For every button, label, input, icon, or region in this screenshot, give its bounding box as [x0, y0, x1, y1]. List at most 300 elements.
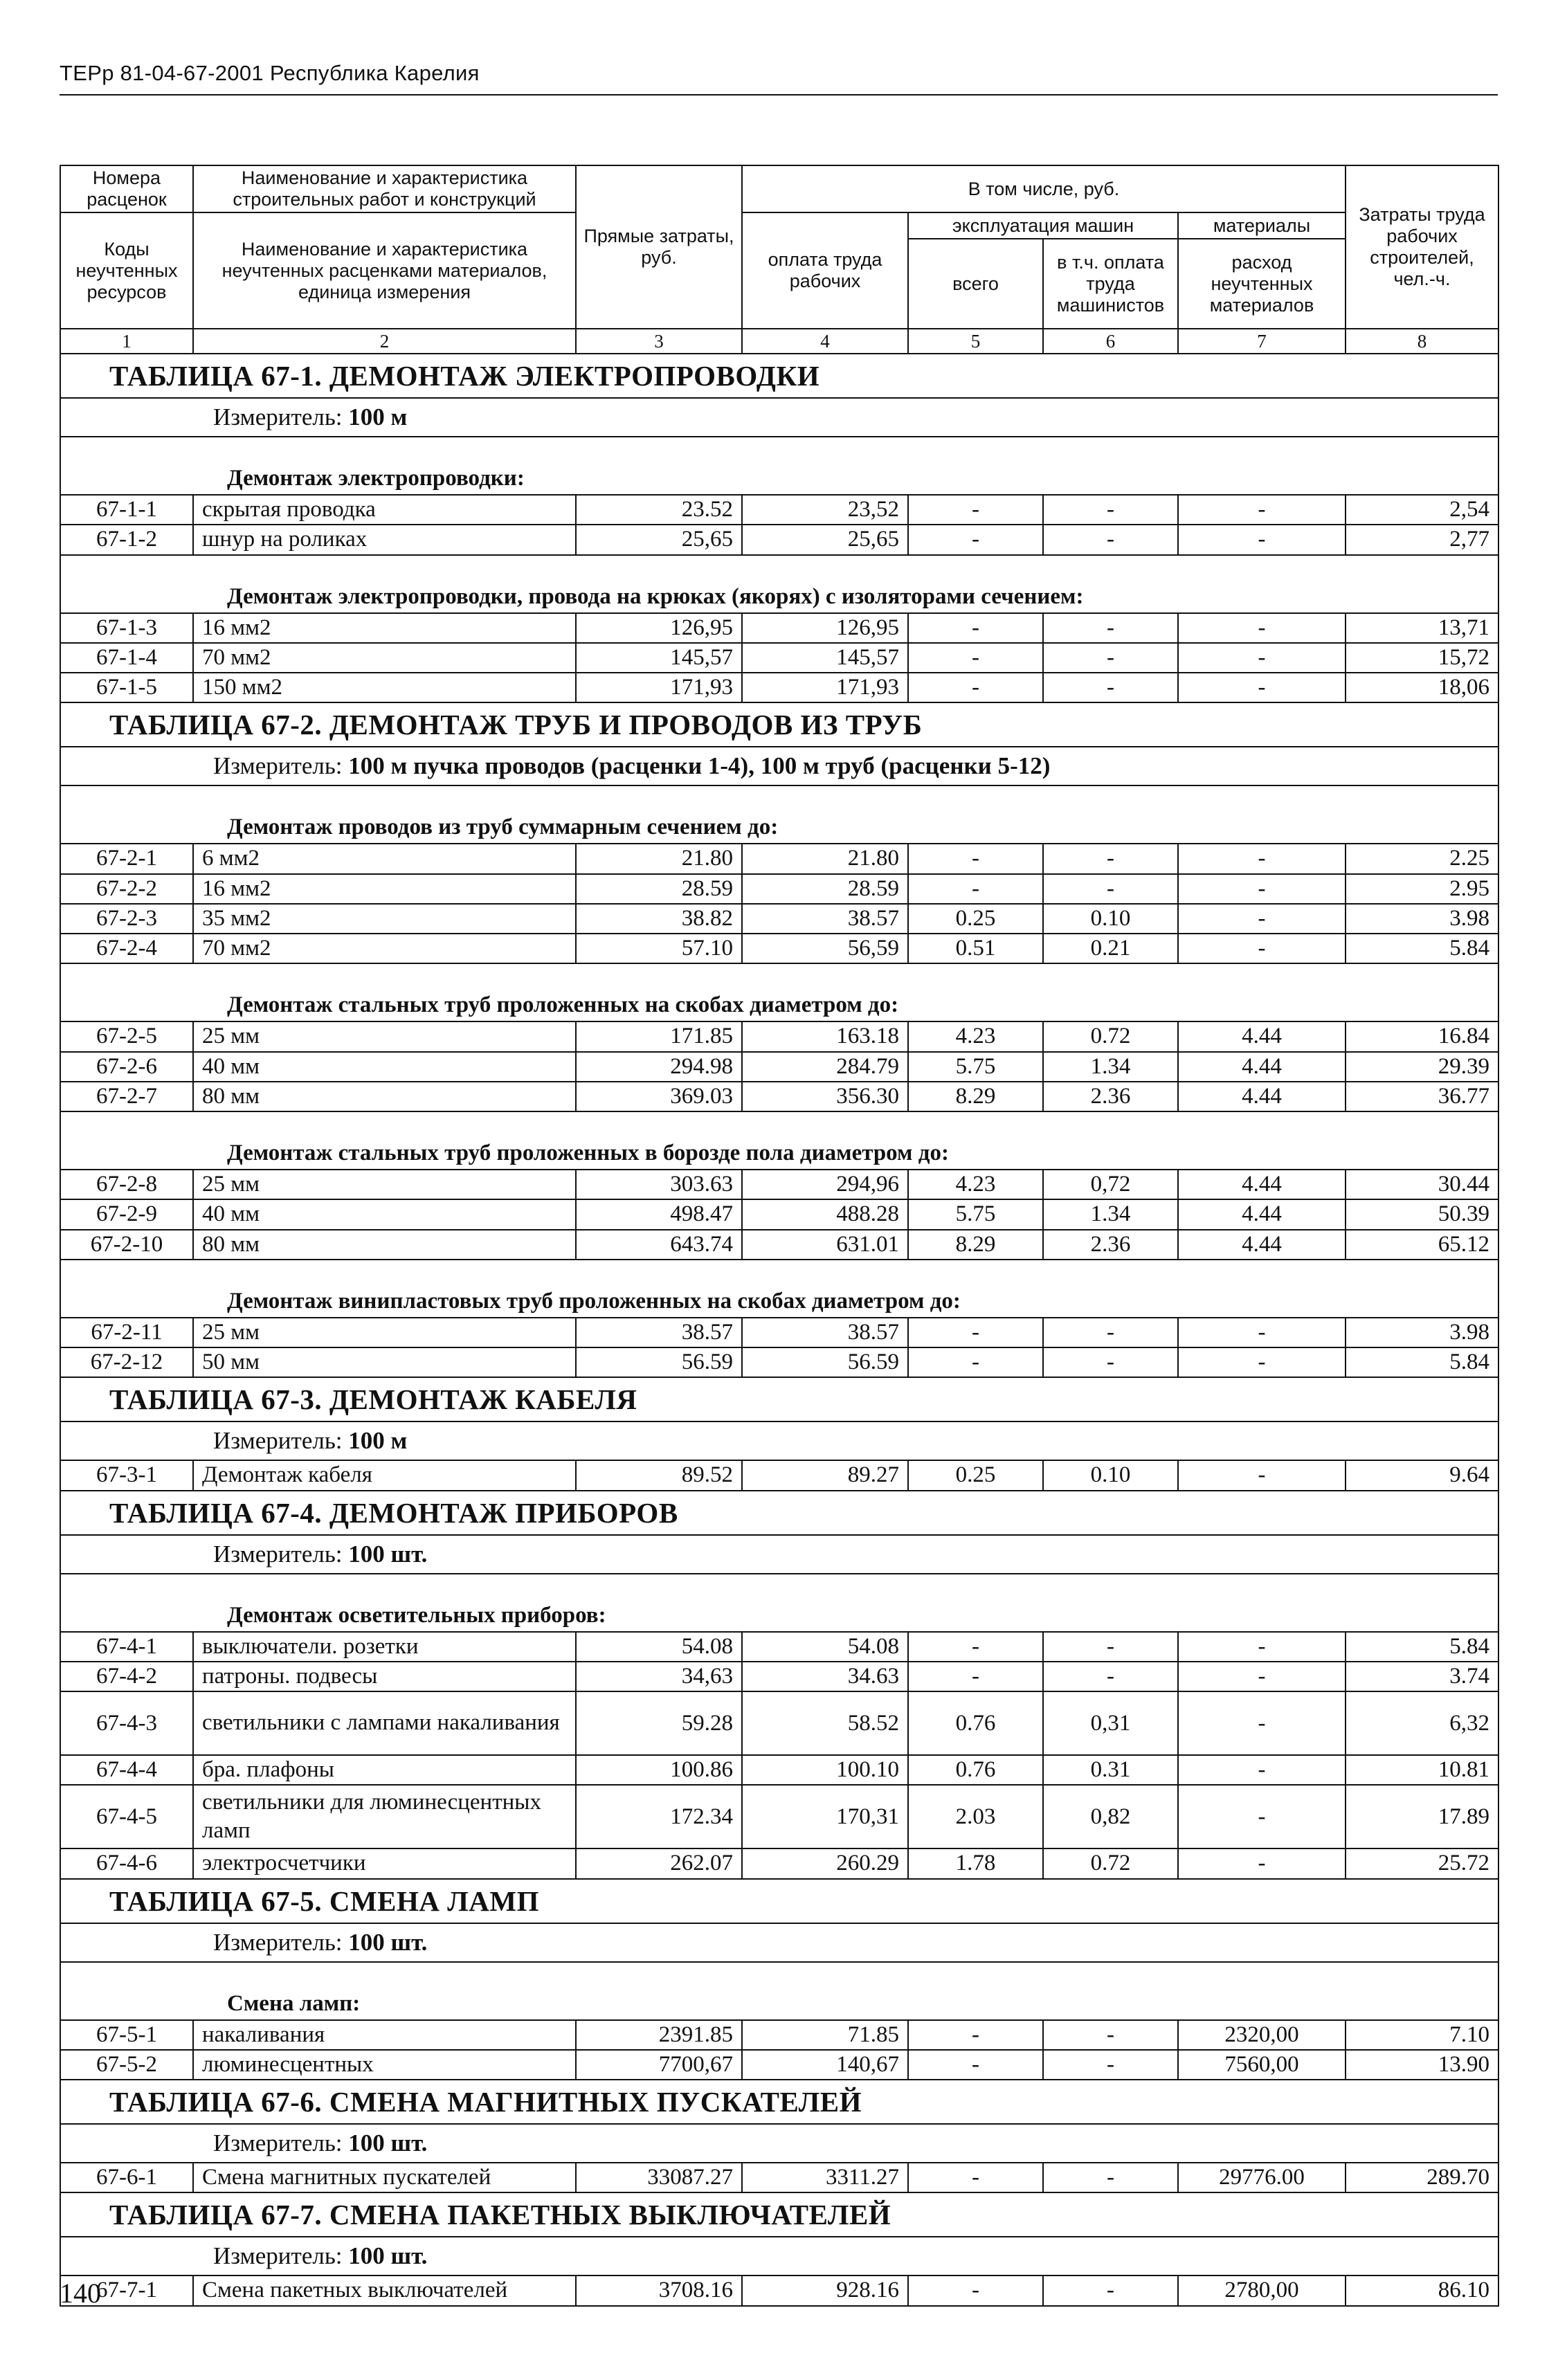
worker-pay: 25,65 — [742, 525, 908, 554]
column-number: 5 — [908, 329, 1043, 354]
header-material-consumption: расход неучтенных материалов — [1178, 239, 1346, 329]
table-row — [60, 2050, 1498, 2080]
machines-total: 4.23 — [908, 1021, 1043, 1051]
material-consumption: - — [1178, 673, 1346, 702]
machines-total: - — [908, 525, 1043, 554]
work-name: шнур на роликах — [193, 525, 576, 554]
table-row — [60, 495, 1498, 525]
machines-total: - — [908, 2275, 1043, 2305]
rate-code: 67-1-5 — [60, 673, 193, 702]
work-name: 25 мм — [193, 1170, 576, 1199]
material-consumption: - — [1178, 1848, 1346, 1878]
rate-code: 67-2-10 — [60, 1230, 193, 1260]
group-subtitle-row — [60, 555, 1498, 613]
labor-costs: 15,72 — [1346, 643, 1498, 673]
column-number-row — [60, 329, 1498, 354]
rate-code: 67-2-3 — [60, 904, 193, 934]
table-section-title — [60, 1491, 1498, 1535]
labor-costs: 6,32 — [1346, 1691, 1498, 1755]
group-subtitle: Смена ламп: — [60, 1962, 1498, 2020]
group-subtitle: Демонтаж стальных труб проложенных на скобах диаметром до: — [60, 963, 1498, 1021]
header-rate-number: Номера расценок — [60, 165, 193, 212]
labor-costs: 36.77 — [1346, 1082, 1498, 1111]
rate-code: 67-4-6 — [60, 1848, 193, 1878]
table-section-title — [60, 1879, 1498, 1923]
worker-pay: 928.16 — [742, 2275, 908, 2305]
material-consumption: 4.44 — [1178, 1082, 1346, 1111]
work-name: 40 мм — [193, 1052, 576, 1082]
table-row — [60, 844, 1498, 873]
unit-label: Измеритель: — [213, 1427, 343, 1455]
work-name: светильники с лампами накаливания — [193, 1691, 576, 1755]
worker-pay: 294,96 — [742, 1170, 908, 1199]
direct-costs: 303.63 — [576, 1170, 742, 1199]
work-name: Демонтаж кабеля — [193, 1460, 576, 1490]
direct-costs: 57.10 — [576, 934, 742, 963]
work-name: патроны. подвесы — [193, 1662, 576, 1691]
worker-pay: 28.59 — [742, 874, 908, 904]
rate-code: 67-2-8 — [60, 1170, 193, 1199]
operator-pay: 1.34 — [1043, 1199, 1178, 1229]
labor-costs: 2,77 — [1346, 525, 1498, 554]
operator-pay: - — [1043, 673, 1178, 702]
unit-cell — [60, 1421, 1498, 1460]
unit-label: Измеритель: — [213, 403, 343, 431]
labor-costs: 2.95 — [1346, 874, 1498, 904]
material-consumption: - — [1178, 495, 1346, 525]
header-labor-costs: Затраты труда рабочих строителей, чел.-ч. — [1346, 165, 1498, 329]
labor-costs: 3.98 — [1346, 904, 1498, 934]
worker-pay: 163.18 — [742, 1021, 908, 1051]
operator-pay: - — [1043, 1318, 1178, 1347]
rate-code: 67-2-2 — [60, 874, 193, 904]
worker-pay: 38.57 — [742, 904, 908, 934]
table-row — [60, 934, 1498, 963]
work-name: 50 мм — [193, 1347, 576, 1377]
rates-table — [60, 165, 1499, 2307]
direct-costs: 126,95 — [576, 613, 742, 643]
unit-cell — [60, 398, 1498, 437]
table-section-title — [60, 1377, 1498, 1421]
table-row — [60, 1318, 1498, 1347]
unit-row — [60, 1421, 1498, 1460]
work-name: скрытая проводка — [193, 495, 576, 525]
material-consumption: 2780,00 — [1178, 2275, 1346, 2305]
header-machine-operation: эксплуатация машин — [908, 212, 1178, 239]
unit-row — [60, 2237, 1498, 2275]
header-worker-pay: оплата труда рабочих — [742, 212, 908, 329]
direct-costs: 498.47 — [576, 1199, 742, 1229]
table-row — [60, 1691, 1498, 1755]
labor-costs: 29.39 — [1346, 1052, 1498, 1082]
machines-total: - — [908, 673, 1043, 702]
material-consumption: - — [1178, 1460, 1346, 1490]
material-consumption: - — [1178, 643, 1346, 673]
work-name: 70 мм2 — [193, 934, 576, 963]
operator-pay: - — [1043, 613, 1178, 643]
worker-pay: 54.08 — [742, 1632, 908, 1662]
machines-total: 8.29 — [908, 1082, 1043, 1111]
material-consumption: - — [1178, 904, 1346, 934]
machines-total: - — [908, 1347, 1043, 1377]
section-title: ТАБЛИЦА 67-2. ДЕМОНТАЖ ТРУБ И ПРОВОДОВ ИЗ ТРУБ — [109, 709, 923, 741]
work-name: электросчетчики — [193, 1848, 576, 1878]
material-consumption: - — [1178, 1755, 1346, 1785]
machines-total: 0.76 — [908, 1691, 1043, 1755]
material-consumption: 4.44 — [1178, 1170, 1346, 1199]
page-number: 140 — [60, 2278, 101, 2309]
operator-pay: 2.36 — [1043, 1082, 1178, 1111]
labor-costs: 16.84 — [1346, 1021, 1498, 1051]
unit-row — [60, 398, 1498, 437]
table-row — [60, 874, 1498, 904]
unit-label: Измеритель: — [213, 2242, 343, 2270]
machines-total: 8.29 — [908, 1230, 1043, 1260]
operator-pay: 0.10 — [1043, 904, 1178, 934]
material-consumption: - — [1178, 613, 1346, 643]
labor-costs: 10.81 — [1346, 1755, 1498, 1785]
work-name: светильники для люминесцентных ламп — [193, 1785, 576, 1848]
work-name: 35 мм2 — [193, 904, 576, 934]
labor-costs: 3.74 — [1346, 1662, 1498, 1691]
direct-costs: 89.52 — [576, 1460, 742, 1490]
operator-pay: - — [1043, 1347, 1178, 1377]
labor-costs: 9.64 — [1346, 1460, 1498, 1490]
work-name: накаливания — [193, 2020, 576, 2050]
worker-pay: 3311.27 — [742, 2163, 908, 2192]
group-subtitle-row — [60, 785, 1498, 844]
table-section-title — [60, 2080, 1498, 2124]
direct-costs: 54.08 — [576, 1632, 742, 1662]
header-materials: материалы — [1178, 212, 1346, 239]
machines-total: - — [908, 2020, 1043, 2050]
material-consumption: - — [1178, 1347, 1346, 1377]
rate-code: 67-4-2 — [60, 1662, 193, 1691]
labor-costs: 17.89 — [1346, 1785, 1498, 1848]
unit-cell — [60, 2237, 1498, 2275]
unit-cell — [60, 1535, 1498, 1574]
table-section-title — [60, 354, 1498, 398]
column-number: 7 — [1178, 329, 1346, 354]
worker-pay: 71.85 — [742, 2020, 908, 2050]
machines-total: - — [908, 874, 1043, 904]
machines-total: - — [908, 643, 1043, 673]
material-consumption: 4.44 — [1178, 1230, 1346, 1260]
direct-costs: 2391.85 — [576, 2020, 742, 2050]
material-consumption: 2320,00 — [1178, 2020, 1346, 2050]
work-name: 16 мм2 — [193, 613, 576, 643]
group-subtitle: Демонтаж электропроводки, провода на крюках (якорях) с изоляторами сечением: — [60, 555, 1498, 613]
unit-value: 100 м — [348, 403, 408, 431]
worker-pay: 145,57 — [742, 643, 908, 673]
material-consumption: - — [1178, 1785, 1346, 1848]
header-operator-pay: в т.ч. оплата труда машинистов — [1043, 239, 1178, 329]
header-material-name: Наименование и характеристика неучтенных расценками материалов, единица измерения — [193, 212, 576, 329]
machines-total: 1.78 — [908, 1848, 1043, 1878]
group-subtitle: Демонтаж проводов из труб суммарным сечением до: — [60, 785, 1498, 844]
unit-cell — [60, 2124, 1498, 2163]
rate-code: 67-2-12 — [60, 1347, 193, 1377]
work-name: Смена пакетных выключателей — [193, 2275, 576, 2305]
machines-total: - — [908, 1632, 1043, 1662]
machines-total: - — [908, 613, 1043, 643]
unit-value: 100 м — [348, 1427, 408, 1455]
direct-costs: 643.74 — [576, 1230, 742, 1260]
table-row — [60, 1848, 1498, 1878]
table-row — [60, 525, 1498, 554]
direct-costs: 7700,67 — [576, 2050, 742, 2080]
table-section-title — [60, 702, 1498, 747]
worker-pay: 260.29 — [742, 1848, 908, 1878]
machines-total: 0.51 — [908, 934, 1043, 963]
group-subtitle: Демонтаж электропроводки: — [60, 437, 1498, 495]
work-name: бра. плафоны — [193, 1755, 576, 1785]
worker-pay: 631.01 — [742, 1230, 908, 1260]
group-subtitle: Демонтаж стальных труб проложенных в борозде пола диаметром до: — [60, 1111, 1498, 1170]
labor-costs: 2.25 — [1346, 844, 1498, 873]
material-consumption: - — [1178, 934, 1346, 963]
operator-pay: - — [1043, 2020, 1178, 2050]
column-number: 1 — [60, 329, 193, 354]
operator-pay: 0.10 — [1043, 1460, 1178, 1490]
work-name: Смена магнитных пускателей — [193, 2163, 576, 2192]
rate-code: 67-1-4 — [60, 643, 193, 673]
direct-costs: 171,93 — [576, 673, 742, 702]
direct-costs: 369.03 — [576, 1082, 742, 1111]
worker-pay: 170,31 — [742, 1785, 908, 1848]
labor-costs: 289.70 — [1346, 2163, 1498, 2192]
rate-code: 67-2-4 — [60, 934, 193, 963]
table-row — [60, 1347, 1498, 1377]
unit-row — [60, 747, 1498, 785]
column-number: 4 — [742, 329, 908, 354]
labor-costs: 7.10 — [1346, 2020, 1498, 2050]
material-consumption: - — [1178, 1632, 1346, 1662]
table-row — [60, 1662, 1498, 1691]
machines-total: 5.75 — [908, 1052, 1043, 1082]
labor-costs: 25.72 — [1346, 1848, 1498, 1878]
direct-costs: 100.86 — [576, 1755, 742, 1785]
table-row — [60, 643, 1498, 673]
header-resource-codes: Коды неучтенных ресурсов — [60, 212, 193, 329]
labor-costs: 5.84 — [1346, 934, 1498, 963]
direct-costs: 171.85 — [576, 1021, 742, 1051]
rate-code: 67-1-2 — [60, 525, 193, 554]
operator-pay: 0,31 — [1043, 1691, 1178, 1755]
rate-code: 67-6-1 — [60, 2163, 193, 2192]
unit-row — [60, 1535, 1498, 1574]
unit-label: Измеритель: — [213, 752, 343, 780]
unit-cell — [60, 747, 1498, 785]
direct-costs: 23.52 — [576, 495, 742, 525]
table-row — [60, 1460, 1498, 1490]
work-name: люминесцентных — [193, 2050, 576, 2080]
table-row — [60, 1785, 1498, 1848]
group-subtitle-row — [60, 437, 1498, 495]
labor-costs: 3.98 — [1346, 1318, 1498, 1347]
table-row — [60, 1082, 1498, 1111]
work-name: 16 мм2 — [193, 874, 576, 904]
worker-pay: 488.28 — [742, 1199, 908, 1229]
section-title: ТАБЛИЦА 67-1. ДЕМОНТАЖ ЭЛЕКТРОПРОВОДКИ — [109, 360, 820, 392]
material-consumption: 4.44 — [1178, 1021, 1346, 1051]
operator-pay: 0.31 — [1043, 1755, 1178, 1785]
operator-pay: - — [1043, 1662, 1178, 1691]
worker-pay: 126,95 — [742, 613, 908, 643]
direct-costs: 38.82 — [576, 904, 742, 934]
worker-pay: 38.57 — [742, 1318, 908, 1347]
material-consumption: - — [1178, 874, 1346, 904]
work-name: 70 мм2 — [193, 643, 576, 673]
unit-row — [60, 2124, 1498, 2163]
labor-costs: 50.39 — [1346, 1199, 1498, 1229]
rate-code: 67-4-5 — [60, 1785, 193, 1848]
unit-value: 100 м пучка проводов (расценки 1-4), 100 м труб (расценки 5-12) — [348, 752, 1051, 780]
rate-code: 67-2-6 — [60, 1052, 193, 1082]
group-subtitle-row — [60, 963, 1498, 1021]
work-name: 25 мм — [193, 1021, 576, 1051]
material-consumption: 29776.00 — [1178, 2163, 1346, 2192]
machines-total: - — [908, 2163, 1043, 2192]
group-subtitle-row — [60, 1962, 1498, 2020]
worker-pay: 171,93 — [742, 673, 908, 702]
machines-total: 5.75 — [908, 1199, 1043, 1229]
section-title: ТАБЛИЦА 67-6. СМЕНА МАГНИТНЫХ ПУСКАТЕЛЕЙ — [109, 2086, 862, 2118]
direct-costs: 21.80 — [576, 844, 742, 873]
worker-pay: 356.30 — [742, 1082, 908, 1111]
machines-total: - — [908, 1662, 1043, 1691]
material-consumption: - — [1178, 1662, 1346, 1691]
worker-pay: 58.52 — [742, 1691, 908, 1755]
operator-pay: 1.34 — [1043, 1052, 1178, 1082]
operator-pay: - — [1043, 844, 1178, 873]
section-title-cell — [60, 2192, 1498, 2237]
worker-pay: 100.10 — [742, 1755, 908, 1785]
rate-code: 67-5-2 — [60, 2050, 193, 2080]
labor-costs: 5.84 — [1346, 1347, 1498, 1377]
section-title: ТАБЛИЦА 67-5. СМЕНА ЛАМП — [109, 1884, 539, 1917]
machines-total: 2.03 — [908, 1785, 1043, 1848]
material-consumption: - — [1178, 1691, 1346, 1755]
section-title-cell — [60, 1879, 1498, 1923]
rate-code: 67-1-1 — [60, 495, 193, 525]
worker-pay: 21.80 — [742, 844, 908, 873]
unit-label: Измеритель: — [213, 1928, 343, 1956]
group-subtitle: Демонтаж осветительных приборов: — [60, 1574, 1498, 1632]
worker-pay: 34.63 — [742, 1662, 908, 1691]
table-row — [60, 1199, 1498, 1229]
section-title: ТАБЛИЦА 67-4. ДЕМОНТАЖ ПРИБОРОВ — [109, 1496, 678, 1529]
direct-costs: 56.59 — [576, 1347, 742, 1377]
column-number: 6 — [1043, 329, 1178, 354]
operator-pay: - — [1043, 2163, 1178, 2192]
operator-pay: 0.72 — [1043, 1848, 1178, 1878]
material-consumption: - — [1178, 1318, 1346, 1347]
column-number: 8 — [1346, 329, 1498, 354]
labor-costs: 5.84 — [1346, 1632, 1498, 1662]
group-subtitle-row — [60, 1111, 1498, 1170]
work-name: выключатели. розетки — [193, 1632, 576, 1662]
rate-code: 67-4-3 — [60, 1691, 193, 1755]
machines-total: - — [908, 844, 1043, 873]
labor-costs: 65.12 — [1346, 1230, 1498, 1260]
labor-costs: 13,71 — [1346, 613, 1498, 643]
labor-costs: 2,54 — [1346, 495, 1498, 525]
rate-code: 67-2-9 — [60, 1199, 193, 1229]
worker-pay: 56,59 — [742, 934, 908, 963]
work-name: 6 мм2 — [193, 844, 576, 873]
labor-costs: 13.90 — [1346, 2050, 1498, 2080]
operator-pay: - — [1043, 1632, 1178, 1662]
header-including-group: В том числе, руб. — [742, 165, 1346, 212]
unit-label: Измеритель: — [213, 1540, 343, 1568]
worker-pay: 284.79 — [742, 1052, 908, 1082]
header-direct-costs: Прямые затраты, руб. — [576, 165, 742, 329]
operator-pay: - — [1043, 2275, 1178, 2305]
group-subtitle: Демонтаж винипластовых труб проложенных на скобах диаметром до: — [60, 1260, 1498, 1318]
section-title-cell — [60, 702, 1498, 747]
unit-cell — [60, 1923, 1498, 1962]
work-name: 80 мм — [193, 1230, 576, 1260]
machines-total: - — [908, 2050, 1043, 2080]
running-head: ТЕРр 81-04-67-2001 Республика Карелия — [60, 61, 480, 85]
direct-costs: 34,63 — [576, 1662, 742, 1691]
direct-costs: 59.28 — [576, 1691, 742, 1755]
column-number: 3 — [576, 329, 742, 354]
column-number: 2 — [193, 329, 576, 354]
machines-total: - — [908, 495, 1043, 525]
rate-code: 67-5-1 — [60, 2020, 193, 2050]
work-name: 150 мм2 — [193, 673, 576, 702]
direct-costs: 38.57 — [576, 1318, 742, 1347]
material-consumption: - — [1178, 525, 1346, 554]
section-title-cell — [60, 2080, 1498, 2124]
rate-code: 67-2-5 — [60, 1021, 193, 1051]
labor-costs: 30.44 — [1346, 1170, 1498, 1199]
operator-pay: - — [1043, 2050, 1178, 2080]
section-title: ТАБЛИЦА 67-7. СМЕНА ПАКЕТНЫХ ВЫКЛЮЧАТЕЛЕЙ — [109, 2199, 891, 2231]
labor-costs: 18,06 — [1346, 673, 1498, 702]
unit-value: 100 шт. — [348, 1540, 428, 1568]
group-subtitle-row — [60, 1574, 1498, 1632]
operator-pay: - — [1043, 874, 1178, 904]
operator-pay: - — [1043, 643, 1178, 673]
worker-pay: 140,67 — [742, 2050, 908, 2080]
direct-costs: 3708.16 — [576, 2275, 742, 2305]
table-row — [60, 2163, 1498, 2192]
table-row — [60, 1632, 1498, 1662]
worker-pay: 23,52 — [742, 495, 908, 525]
table-row — [60, 1755, 1498, 1785]
work-name: 40 мм — [193, 1199, 576, 1229]
direct-costs: 262.07 — [576, 1848, 742, 1878]
rate-code: 67-3-1 — [60, 1460, 193, 1490]
material-consumption: - — [1178, 844, 1346, 873]
section-title: ТАБЛИЦА 67-3. ДЕМОНТАЖ КАБЕЛЯ — [109, 1383, 637, 1416]
direct-costs: 33087.27 — [576, 2163, 742, 2192]
table-row — [60, 673, 1498, 702]
unit-label: Измеритель: — [213, 2129, 343, 2157]
work-name: 25 мм — [193, 1318, 576, 1347]
rate-code: 67-7-1 — [60, 2275, 193, 2305]
material-consumption: 4.44 — [1178, 1052, 1346, 1082]
table-row — [60, 1230, 1498, 1260]
section-title-cell — [60, 354, 1498, 398]
rate-code: 67-2-1 — [60, 844, 193, 873]
section-title-cell — [60, 1491, 1498, 1535]
header-work-name: Наименование и характеристика строительных работ и конструкций — [193, 165, 576, 212]
machines-total: 0.25 — [908, 904, 1043, 934]
